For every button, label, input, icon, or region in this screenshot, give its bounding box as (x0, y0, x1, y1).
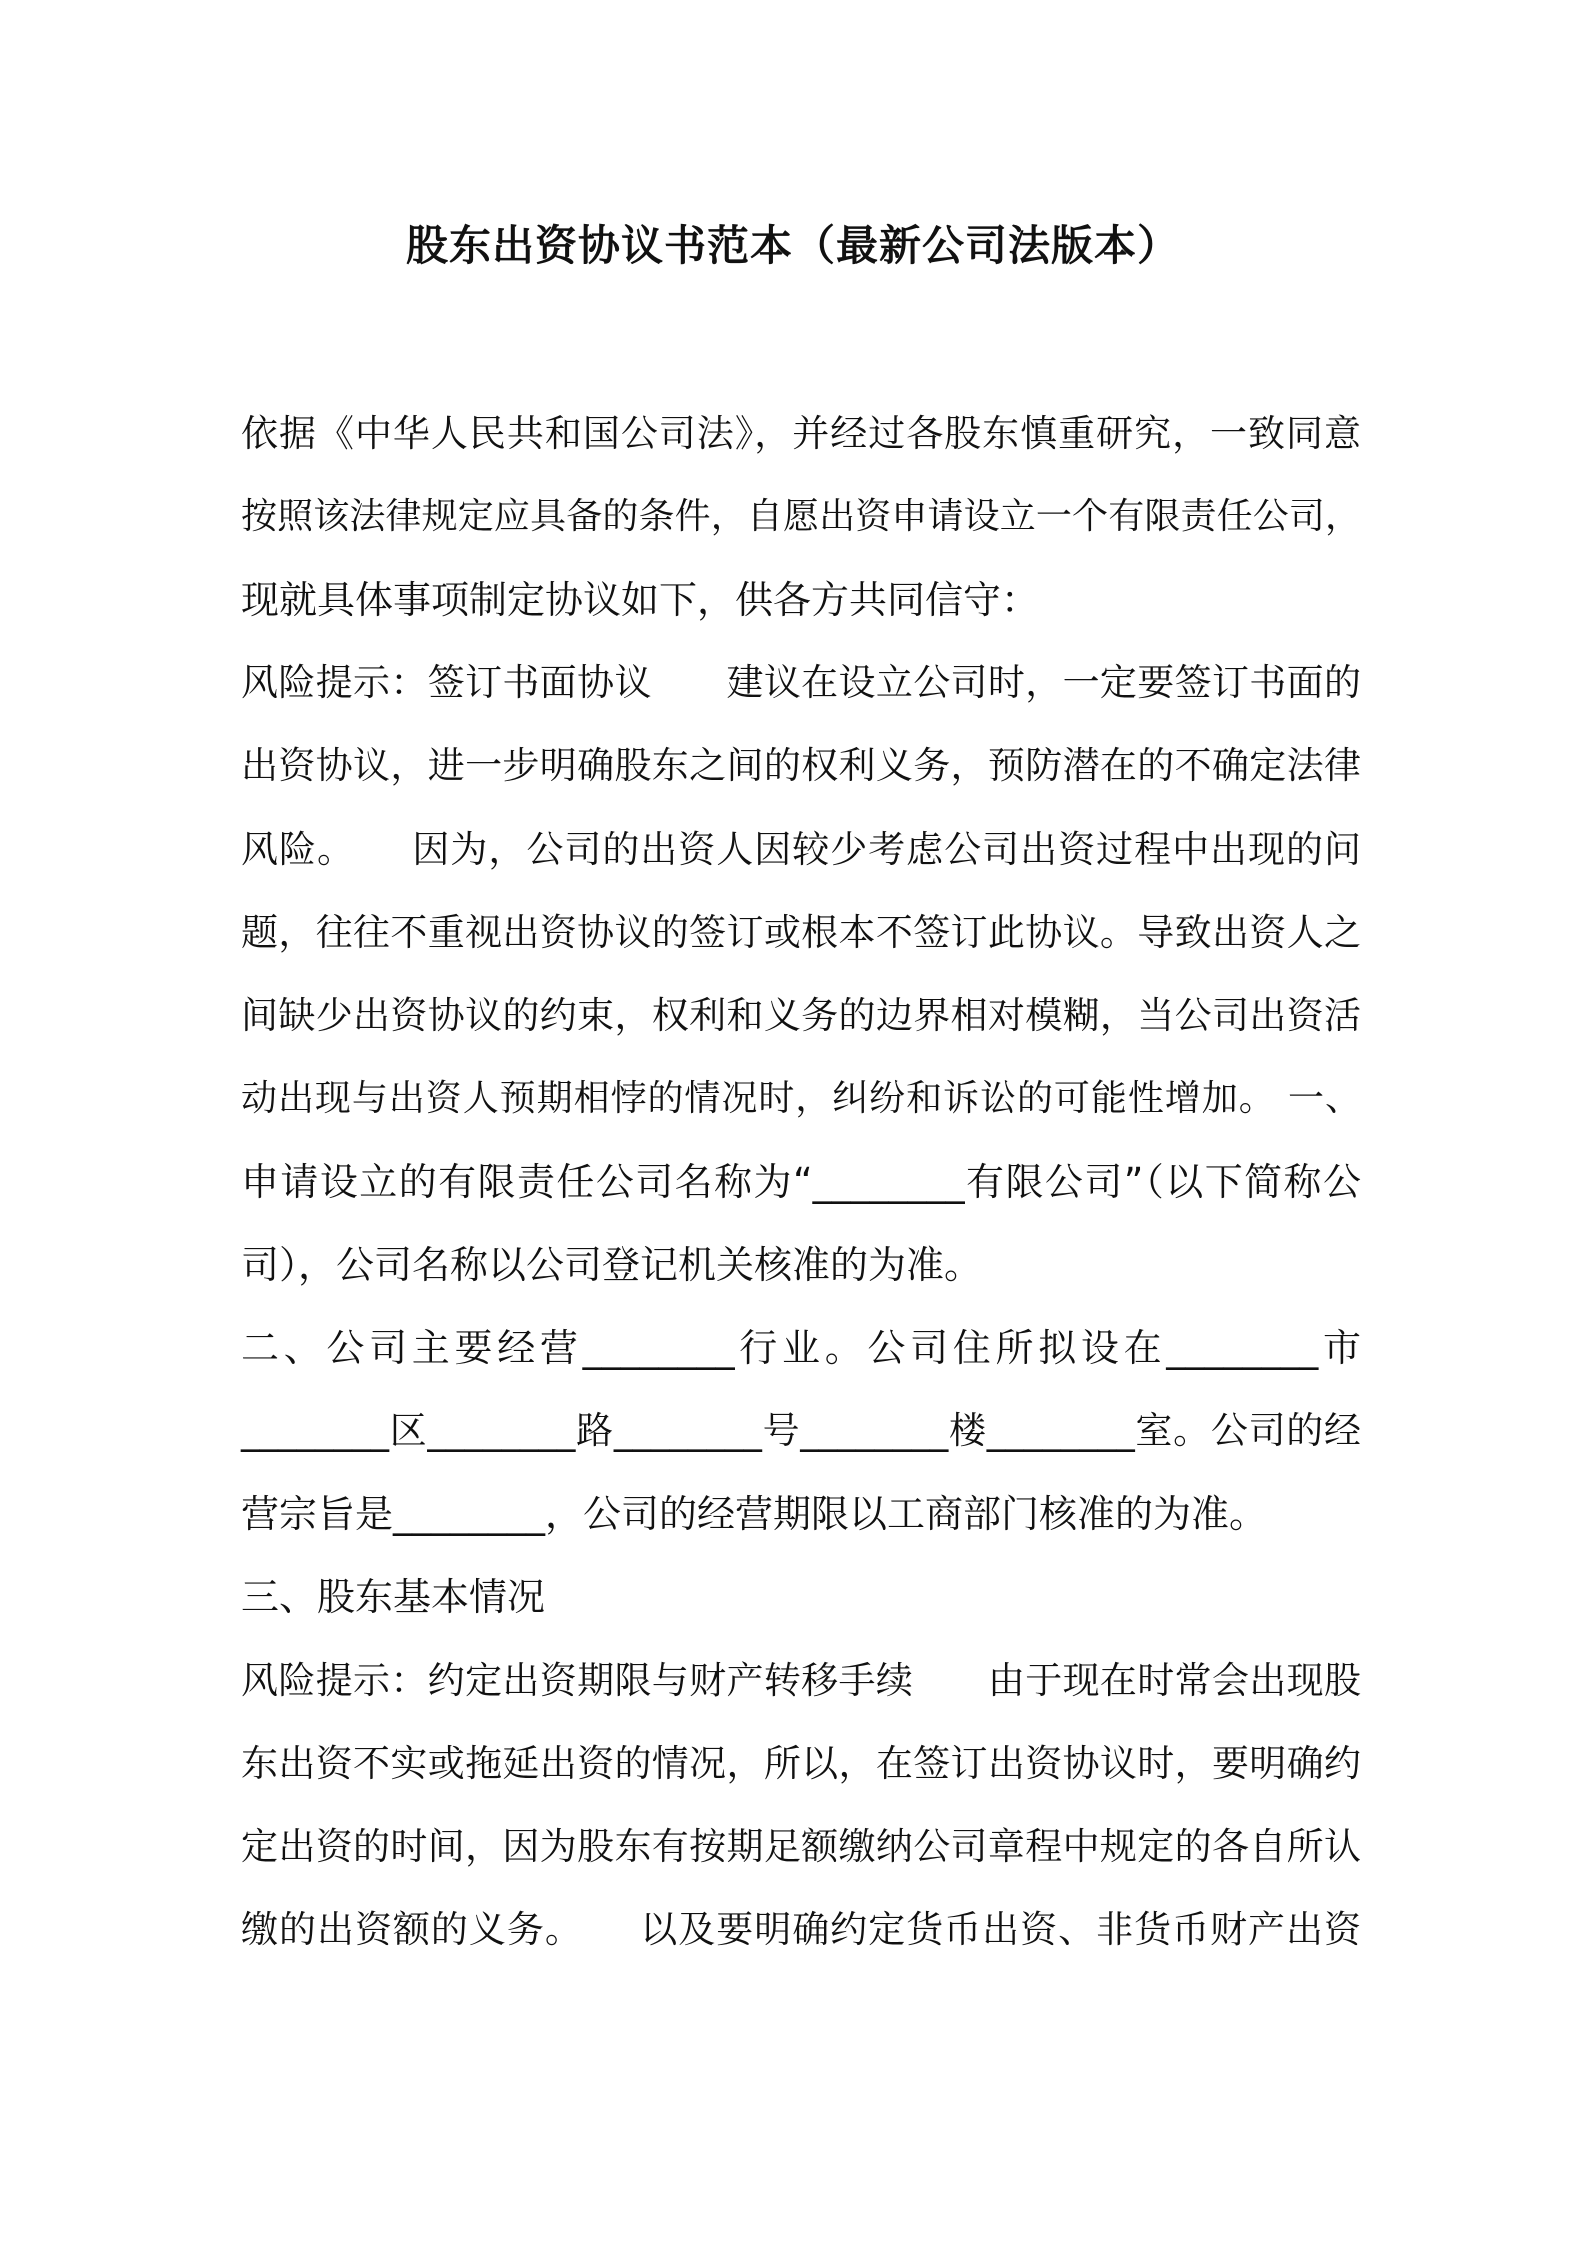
body-line-9: 动出现与出资人预期相悖的情况时，纠纷和诉讼的可能性增加。 一、 (241, 1078, 1361, 1119)
body-line-4: 风险提示：签订书面协议 建议在设立公司时，一定要签订书面的 (241, 661, 1361, 704)
body-line-12: 二、公司主要经营________行业。公司住所拟设在________市 (241, 1326, 1361, 1370)
body-line-3: 现就具体事项制定协议如下，供各方共同信守： (241, 578, 1040, 622)
section-heading-3: 三、股东基本情况 (241, 1575, 546, 1619)
document-title: 股东出资协议书范本（最新公司法版本） (405, 221, 1180, 270)
body-line-13: ________区________路________号________楼________室。公司的经 (241, 1409, 1361, 1452)
body-line-11: 司），公司名称以公司登记机关核准的为准。 (241, 1243, 983, 1287)
body-line-6: 风险。 因为，公司的出资人因较少考虑公司出资过程中出现的问 (241, 828, 1361, 871)
body-line-16: 风险提示：约定出资期限与财产转移手续 由于现在时常会出现股 (241, 1659, 1361, 1702)
body-line-1: 依据《中华人民共和国公司法》，并经过各股东慎重研究，一致同意 (241, 412, 1361, 455)
body-line-8: 间缺少出资协议的约束，权利和义务的边界相对模糊，当公司出资活 (241, 994, 1361, 1037)
body-line-7: 题，往往不重视出资协议的签订或根本不签订此协议。导致出资人之 (241, 911, 1361, 954)
body-line-17: 东出资不实或拖延出资的情况，所以，在签订出资协议时，要明确约 (241, 1742, 1361, 1785)
body-line-19: 缴的出资额的义务。 以及要明确约定货币出资、非货币财产出资 (241, 1908, 1361, 1951)
body-line-5: 出资协议，进一步明确股东之间的权利义务，预防潜在的不确定法律 (241, 744, 1361, 787)
body-line-10: 申请设立的有限责任公司名称为“________有限公司”（以下简称公 (241, 1160, 1361, 1204)
body-line-18: 定出资的时间，因为股东有按期足额缴纳公司章程中规定的各自所认 (241, 1825, 1361, 1868)
body-line-2: 按照该法律规定应具备的条件，自愿出资申请设立一个有限责任公司， (241, 496, 1361, 537)
body-line-14: 营宗旨是________，公司的经营期限以工商部门核准的为准。 (241, 1492, 1268, 1536)
